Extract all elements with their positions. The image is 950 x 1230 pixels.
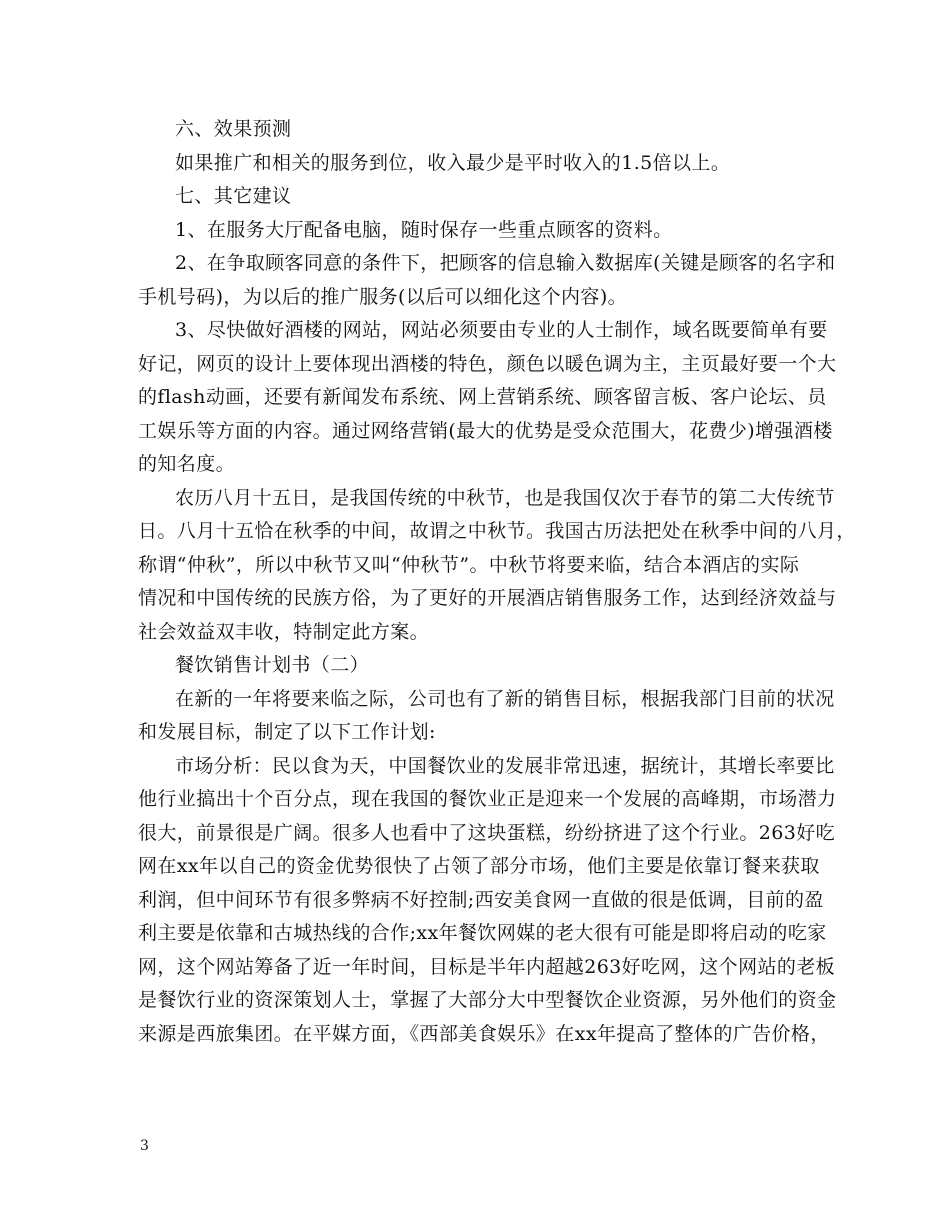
text-line: 是餐饮行业的资深策划人士，掌握了大部分大中型餐饮企业资源，另外他们的资金 [138, 989, 837, 1011]
text-line: 利主要是依靠和古城热线的合作;xx年餐饮网媒的老大很有可能是即将启动的吃家 [138, 922, 827, 944]
text-line: 3、尽快做好酒楼的网站，网站必须要由专业的人士制作，域名既要简单有要 [175, 319, 828, 341]
text-line: 网在xx年以自己的资金优势很快了占领了部分市场，他们主要是依靠订餐来获取 [138, 855, 820, 877]
text-line: 很大，前景很是广阔。很多人也看中了这块蛋糕，纷纷挤进了这个行业。263好吃 [138, 821, 836, 844]
text-line: 他行业搞出十个百分点，现在我国的餐饮业正是迎来一个发展的高峰期，市场潜力 [138, 788, 837, 810]
text-line: 餐饮销售计划书（二） [175, 654, 370, 676]
text-line: 利润，但中间环节有很多弊病不好控制;西安美食网一直做的很是低调，目前的盈 [138, 888, 824, 911]
text-line: 日。八月十五恰在秋季的中间，故谓之中秋节。我国古历法把处在秋季中间的八月， [138, 520, 856, 542]
text-line: 如果推广和相关的服务到位，收入最少是平时收入的1.5倍以上。 [175, 151, 731, 174]
text-line: 1、在服务大厅配备电脑，随时保存一些重点顾客的资料。 [175, 218, 673, 241]
text-line: 工娱乐等方面的内容。通过网络营销(最大的优势是受众范围大，花费少)增强酒楼 [138, 419, 833, 442]
text-line: 社会效益双丰收，特制定此方案。 [138, 620, 430, 643]
text-line: 在新的一年将要来临之际，公司也有了新的销售目标，根据我部门目前的状况 [175, 687, 835, 710]
text-line: 来源是西旅集团。在平媒方面，《西部美食娱乐》在xx年提高了整体的广告价格， [138, 1022, 830, 1045]
text-line: 好记，网页的设计上要体现出酒楼的特色，颜色以暖色调为主，主页最好要一个大 [138, 352, 837, 375]
text-line: 和发展目标，制定了以下工作计划: [138, 721, 436, 743]
text-line: 的flash动画，还要有新闻发布系统、网上营销系统、顾客留言板、客户论坛、员 [138, 386, 827, 408]
text-line: 网，这个网站筹备了近一年时间，目标是半年内超越263好吃网，这个网站的老板 [138, 955, 836, 978]
page-number: 3 [140, 1138, 149, 1154]
text-line: 市场分析：民以食为天，中国餐饮业的发展非常迅速，据统计，其增长率要比 [175, 754, 835, 777]
text-line: 六、效果预测 [175, 118, 292, 140]
text-line: 2、在争取顾客同意的条件下，把顾客的信息输入数据库(关键是顾客的名字和 [175, 252, 836, 274]
text-line: 称谓“仲秋”，所以中秋节又叫“仲秋节”。中秋节将要来临，结合本酒店的实际 [138, 553, 800, 576]
text-line: 的知名度。 [138, 453, 236, 475]
text-line: 农历八月十五日，是我国传统的中秋节，也是我国仅次于春节的第二大传统节 [175, 486, 835, 509]
text-line: 七、其它建议 [175, 185, 292, 207]
text-line: 情况和中国传统的民族方俗，为了更好的开展酒店销售服务工作，达到经济效益与 [138, 587, 837, 609]
document-body [138, 113, 856, 1051]
text-line: 手机号码)，为以后的推广服务(以后可以细化这个内容)。 [138, 285, 628, 308]
